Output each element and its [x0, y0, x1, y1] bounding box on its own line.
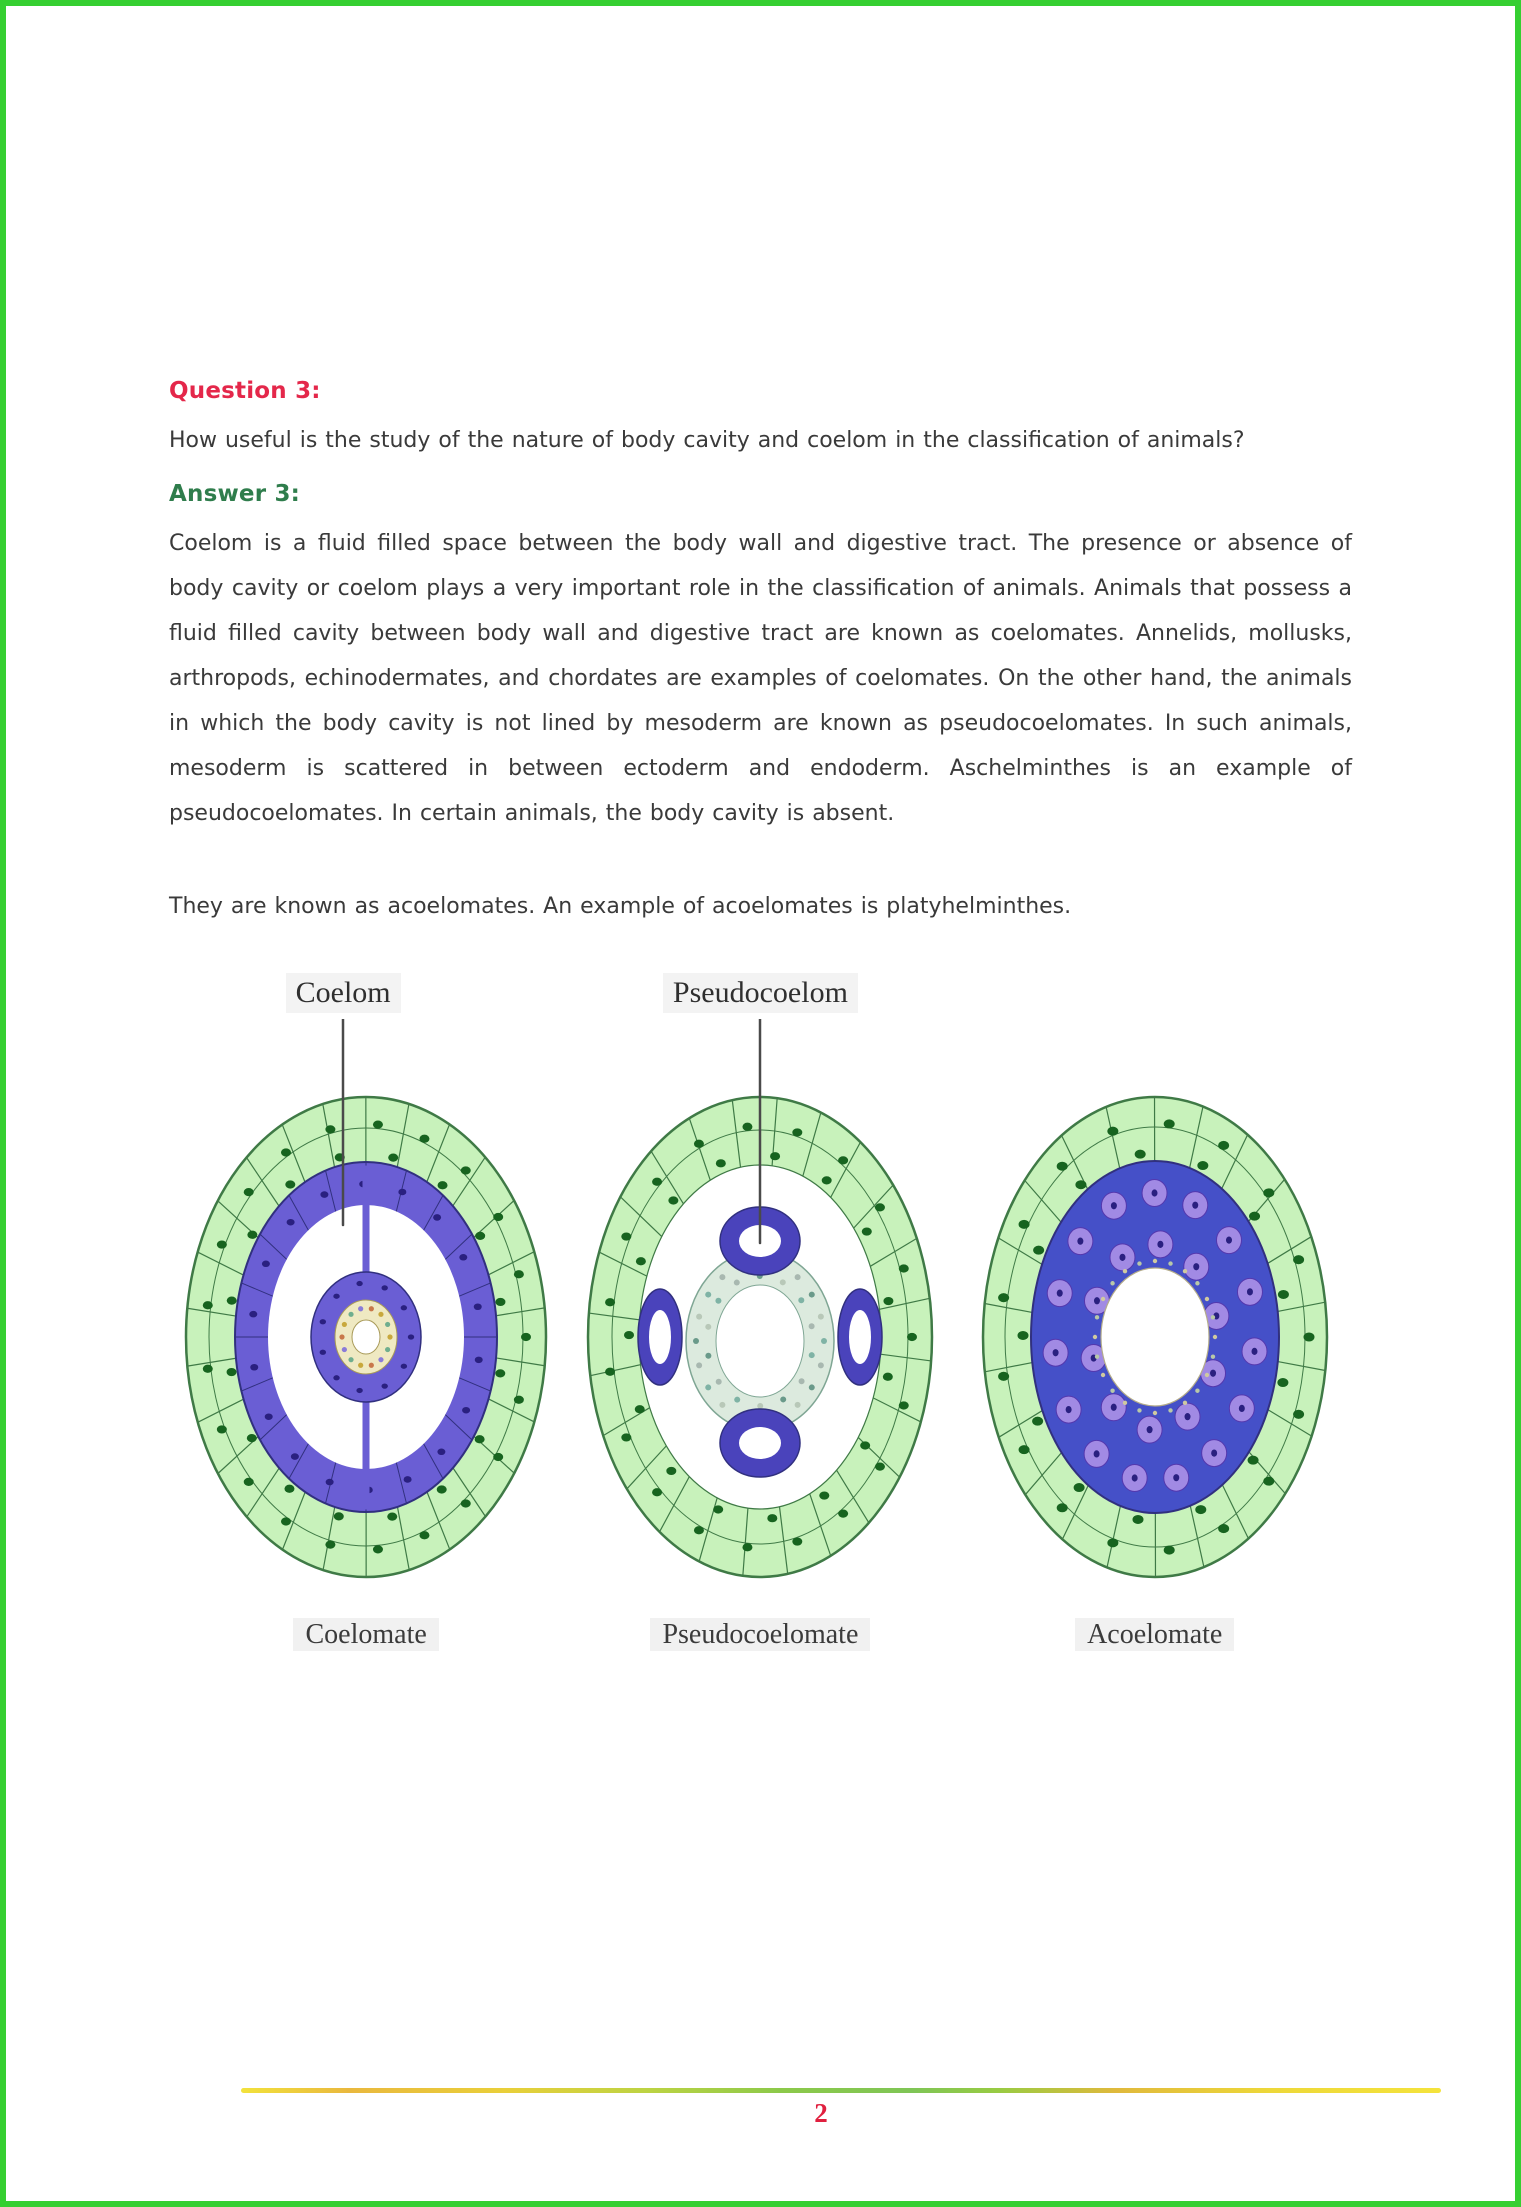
answer-paragraph-2: They are known as acoelomates. An example of acoelomates is platyhelminthes.: [169, 894, 1072, 919]
footer-divider: [241, 2088, 1441, 2093]
coelom-label: Coelom: [286, 973, 401, 1013]
coelomate-panel: [169, 973, 563, 1651]
coelomate-label: Coelomate: [293, 1618, 438, 1651]
acoelomate-panel: [958, 973, 1352, 1651]
pseudocoelom-pointer-label: [663, 973, 858, 1019]
pseudocoelomate-label: Pseudocoelomate: [650, 1618, 870, 1651]
question-text: How useful is the study of the nature of body cavity and coelom in the classification of animals?: [169, 428, 1245, 453]
coelomate-cross-section-illustration: [176, 1019, 556, 1579]
pseudocoelom-label: Pseudocoelom: [663, 973, 858, 1013]
pseudocoelomate-panel: [563, 973, 957, 1651]
acoelomate-label: Acoelomate: [1075, 1618, 1234, 1651]
coelomate-caption: [293, 1619, 438, 1651]
question-heading: Question 3:: [169, 378, 321, 404]
coelom-pointer-label: [286, 973, 401, 1019]
page-number: 2: [814, 2098, 828, 2128]
answer-heading: Answer 3:: [169, 481, 301, 507]
acoelomate-caption: [1075, 1619, 1234, 1651]
answer-paragraph-1: Coelom is a fluid filled space between the body wall and digestive tract. The presence or absence of body cavity or coelom plays a very important role in the classification of animals. Animals that possess a fluid filled cavity between body wall and digestive tract are known as coelomates. Annelids, mollusks, arthropods, echinodermates, and chordates are examples of coelomates. On the other hand, the animals in which the body cavity is not lined by mesoderm are known as pseudocoelomates. In such animals, mesoderm is scattered in between ectoderm and endoderm. Aschelminthes is an example of pseudocoelomates. In certain animals, the body cavity is absent.: [169, 531, 1352, 826]
body-cavity-figure: [169, 973, 1352, 1651]
acoelomate-cross-section-illustration: [965, 1019, 1345, 1579]
page-content: [6, 6, 1515, 1651]
pseudocoelomate-caption: [650, 1619, 870, 1651]
pseudocoelomate-cross-section-illustration: [570, 1019, 950, 1579]
